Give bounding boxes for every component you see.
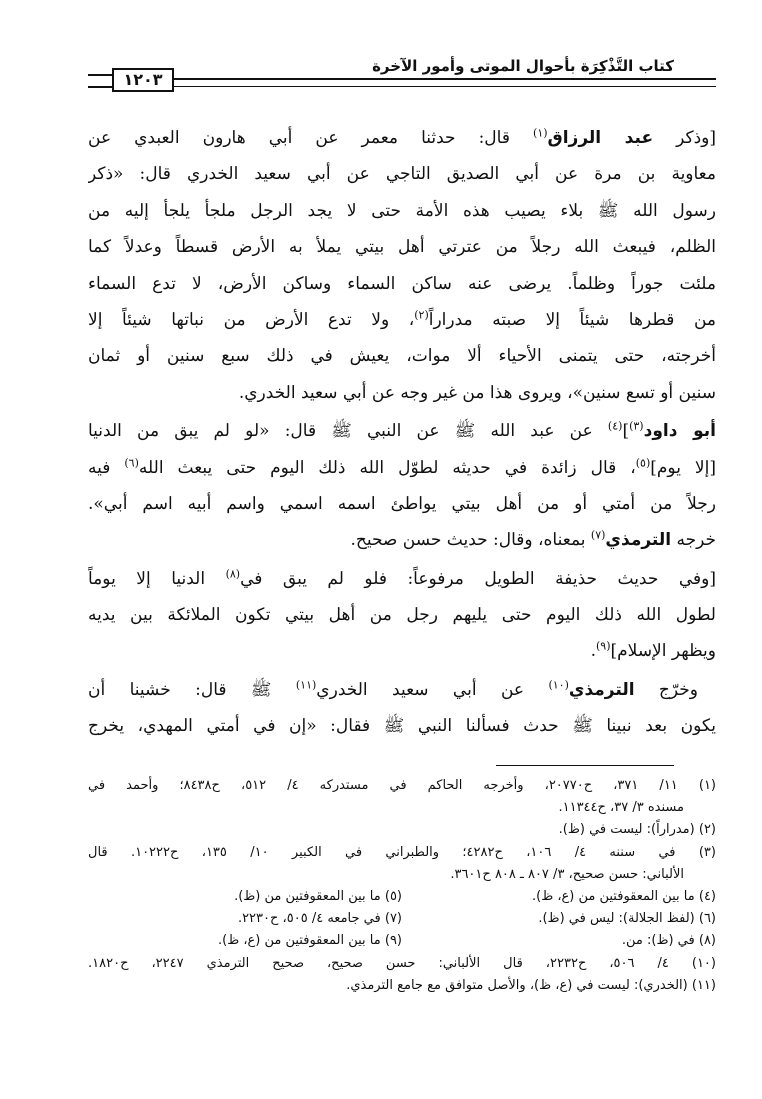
- text-run: من قطرها شيئاً إلا صبته مدراراً: [428, 309, 716, 330]
- footnote-ref: (٧): [590, 528, 606, 542]
- text-line: [88, 522, 716, 558]
- header-rule-left-lower: [88, 86, 112, 88]
- text-run: [وفي حديث حذيفة الطويل مرفوعاً: فلو لم يبق في: [240, 568, 716, 589]
- text-line: [88, 597, 716, 633]
- text-run: رجلاً من أمتي أو من أهل بيتي يواطئ اسمه اسمي واسم أبيه اسم أبي».: [88, 493, 716, 514]
- footnote-ref: (٦): [124, 455, 139, 469]
- footnote-text: (١) ١١/ ٣٧١، ح٢٠٧٧٠، وأخرجه الحاكم في مستدركه ٤/ ٥١٢، ح٨٤٣٨؛ وأحمد في: [88, 778, 716, 793]
- footnote-text: (٨) في (ظ): من.: [621, 933, 716, 949]
- text-line: [88, 302, 716, 338]
- text-run: قال: حدثنا معمر عن أبي هارون العبدي عن: [88, 128, 534, 148]
- footnote-ref: (٤): [607, 419, 623, 433]
- footnote-ref: (٨): [225, 567, 241, 581]
- author-name: الترمذي: [605, 530, 672, 551]
- text-line: [88, 266, 716, 302]
- text-line: [88, 338, 716, 374]
- text-run: وخرّج: [634, 679, 699, 700]
- text-run: ويظهر الإسلام]: [610, 641, 716, 662]
- main-text: [88, 120, 716, 745]
- footnote-text: (٤) ما بين المعقوفتين من (ع، ظ).: [531, 888, 716, 904]
- text-line: [88, 486, 716, 522]
- footnote-pair: [88, 908, 716, 930]
- text-line: [88, 672, 716, 708]
- text-run: يكون بعد نبينا ﷺ حدث فسألنا النبي ﷺ فقال: «إن في أمتي المهدي، يخرج: [88, 716, 716, 737]
- text-line: [88, 229, 716, 265]
- text-line: [88, 375, 716, 411]
- text-run: ، قال زائدة في حديثه لطوّل الله ذلك اليوم حتى يبعث الله: [138, 457, 636, 478]
- text-run: [إلا يوم]: [650, 457, 716, 478]
- text-run: سنين أو تسع سنين»، ويروى هذا من غير وجه عن أبي سعيد الخدري.: [238, 382, 716, 403]
- footnote-text: مسنده ٣/ ٣٧، ح١١٣٤٤.: [558, 800, 684, 816]
- text-line: [88, 193, 716, 229]
- text-line: [88, 120, 716, 156]
- footnote-text: (٥) ما بين المعقوفتين من (ظ).: [234, 888, 402, 904]
- author-name: عبد الرزاق: [547, 128, 654, 148]
- header-rule-right-thin: [174, 86, 716, 87]
- footnote-text: (٣) في سننه ٤/ ١٠٦، ح٤٢٨٢؛ والطبراني في الكبير ١٠/ ١٣٥، ح١٠٢٢٢. قال: [88, 844, 716, 860]
- footnote-ref: (٩): [596, 639, 611, 653]
- text-line: [88, 413, 716, 449]
- footnote-item: [88, 797, 716, 819]
- footnote-item: [88, 864, 716, 886]
- text-run: ]: [622, 421, 630, 442]
- footnote-text: (٧) في جامعه ٤/ ٥٠٥، ح٢٢٣٠.: [237, 911, 402, 927]
- page-number: ١٢٠٣: [112, 68, 174, 92]
- text-line: [88, 156, 716, 192]
- footnote-ref: (٥): [635, 455, 651, 469]
- footnote-item: [88, 953, 716, 975]
- footnote-text: الألباني: حسن صحيح، ٣/ ٨٠٧ ـ ٨٠٨ ح٣٦٠١.: [450, 866, 684, 882]
- text-run: لطول الله ذلك اليوم حتى يليهم رجل من أهل بيتي تكون الملائكة بين يديه: [88, 605, 716, 626]
- footnote-separator: [496, 765, 674, 766]
- text-run: رسول الله ﷺ بلاء يصيب هذه الأمة حتى لا يجد الرجل ملجأ يلجأ إليه من: [88, 200, 716, 221]
- text-run: عن عبد الله ﷺ عن النبي ﷺ قال: «لو لم يبق من الدنيا: [88, 421, 608, 442]
- text-run: ملئت جوراً وظلماً. يرضى عنه ساكن السماء وساكن الأرض، لا تدع السماء: [88, 273, 716, 294]
- text-run: خرجه: [671, 530, 716, 551]
- footnote-item: [88, 975, 716, 997]
- running-header-title: كتاب التَّذْكِرَة بأحوال الموتى وأمور الآخرة: [372, 57, 674, 75]
- footnote-item: [88, 842, 716, 864]
- text-run: معاوية بن مرة عن أبي الصديق التاجي عن أبي سعيد الخدري قال: «ذكر: [88, 164, 716, 185]
- text-run: [وذكر: [653, 128, 716, 148]
- text-line: [88, 708, 716, 744]
- text-run: أخرجته، حتى يتمنى الأحياء ألا موات، يعيش في ذلك سبع سنين أو ثمان: [88, 346, 716, 367]
- footnote-ref: (٢): [414, 308, 429, 322]
- footnote-item: [88, 819, 716, 841]
- text-run: ، ولا تدع الأرض من نباتها شيئاً إلا: [88, 309, 415, 330]
- text-run: فيه: [88, 457, 125, 478]
- footnote-ref: (٣): [629, 419, 644, 433]
- footnote-text: (١٠) ٤/ ٥٠٦، ح٢٢٣٢، قال الألباني: حسن صحيح، صحيح الترمذي ٢٢٤٧، ح١٨٢٠.: [88, 955, 716, 971]
- footnote-text: (٢) (مدراراً): ليست في (ظ).: [558, 822, 716, 838]
- footnote-text: (٦) (لفظ الجلالة): ليس في (ظ).: [538, 911, 716, 927]
- footnote-pair: [88, 930, 716, 952]
- header-rule-right: [174, 78, 716, 80]
- footnote-item: [88, 775, 716, 797]
- text-line: [88, 633, 716, 669]
- footnotes: [88, 775, 716, 997]
- author-name: أبو داود: [643, 421, 716, 442]
- text-run: ﷺ قال: خشينا أن: [88, 679, 296, 700]
- footnote-text: (١١) (الخدري): ليست في (ع، ظ)، والأصل متوافق مع جامع الترمذي.: [346, 977, 716, 993]
- text-run: بمعناه، وقال: حديث حسن صحيح.: [350, 530, 591, 551]
- text-line: [88, 561, 716, 597]
- author-name: الترمذي: [568, 679, 635, 700]
- footnote-ref: (١١): [295, 678, 317, 692]
- text-run: .: [590, 641, 596, 662]
- footnote-ref: (١٠): [548, 678, 569, 692]
- text-run: الدنيا إلا يوماً: [88, 568, 226, 589]
- footnote-ref: (١): [533, 126, 548, 140]
- text-run: الظلم، فيبعث الله رجلاً من عترتي أهل بيتي يملأ به الأرض قسطاً وعدلاً كما: [88, 237, 716, 258]
- text-run: عن أبي سعيد الخدري: [316, 679, 549, 700]
- header-rule-left: [88, 74, 112, 76]
- text-line: [88, 450, 716, 486]
- footnote-text: (٩) ما بين المعقوفتين من (ع، ظ).: [217, 933, 402, 949]
- footnote-pair: [88, 886, 716, 908]
